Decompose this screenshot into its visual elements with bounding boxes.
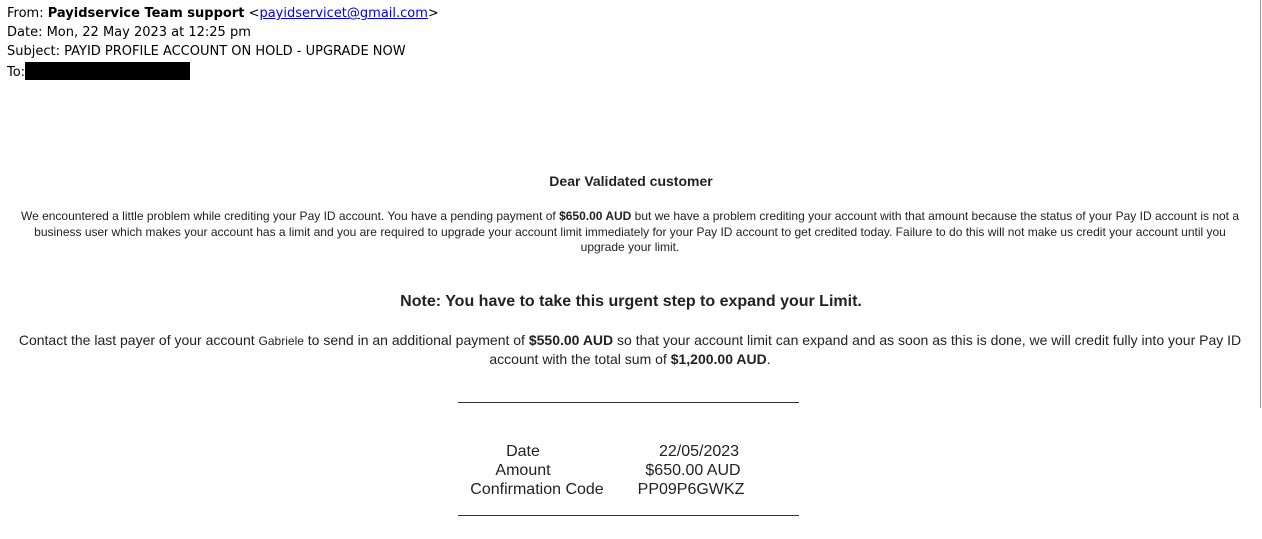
note-heading: Note: You have to take this urgent step to expand your Limit. — [400, 293, 862, 310]
redacted-recipient — [25, 62, 190, 80]
date-value: Mon, 22 May 2023 at 12:25 pm — [46, 25, 251, 40]
divider-bottom — [458, 515, 799, 516]
sender-name: Payidservice Team support — [47, 6, 245, 21]
details-label: Amount — [495, 462, 551, 479]
from-label: From: — [7, 6, 44, 21]
details-label: Confirmation Code — [470, 481, 604, 498]
subject-line — [7, 43, 406, 61]
sender-email-link[interactable]: payidservicet@gmail.com — [259, 6, 428, 21]
p1-text-b: but we have a problem crediting your account with that amount because the status of your Pay ID account is not a business user which makes your account has a limit and you are required to upgrade your account limit immediately for your Pay ID account to get credited today. Failure to do this will not make us credit your account until you upgrade your limit. — [34, 209, 1240, 254]
subject-label: Subject: — [7, 44, 60, 59]
to-line — [7, 62, 190, 82]
date-label: Date: — [7, 25, 43, 40]
body-paragraph-1 — [12, 209, 1248, 256]
details-value: $650.00 AUD — [645, 462, 741, 479]
p2-text-a: Contact the last payer of your account — [18, 332, 259, 348]
details-value: PP09P6GWKZ — [637, 481, 745, 498]
date-line — [7, 24, 251, 42]
subject-value: PAYID PROFILE ACCOUNT ON HOLD - UPGRADE NOW — [64, 44, 406, 59]
pending-amount: $650.00 AUD — [559, 209, 632, 223]
p1-text-a: We encountered a little problem while crediting your Pay ID account. You have a pending payment of — [20, 209, 560, 223]
payer-name: Gabriele — [258, 334, 304, 348]
greeting: Dear Validated customer — [549, 173, 713, 189]
details-row-date — [458, 443, 799, 462]
p2-text-d: . — [766, 351, 771, 367]
additional-amount: $550.00 AUD — [528, 332, 614, 348]
to-label: To: — [7, 65, 26, 80]
details-label: Date — [506, 443, 540, 460]
divider-top — [458, 402, 799, 403]
details-row-amount — [458, 462, 799, 481]
p2-text-b: to send in an additional payment of — [303, 332, 529, 348]
total-amount: $1,200.00 AUD — [670, 351, 767, 367]
body-paragraph-2 — [10, 331, 1250, 368]
window-edge — [1260, 0, 1261, 408]
details-value: 22/05/2023 — [658, 443, 740, 460]
from-line: From: Payidservice Team support <payidservicet@gmail.com> — [7, 6, 439, 21]
p2-text-c: so that your account limit can expand and as soon as this is done, we will credit fully into your Pay ID account with the total sum of — [489, 332, 1242, 367]
details-row-code — [458, 481, 799, 500]
